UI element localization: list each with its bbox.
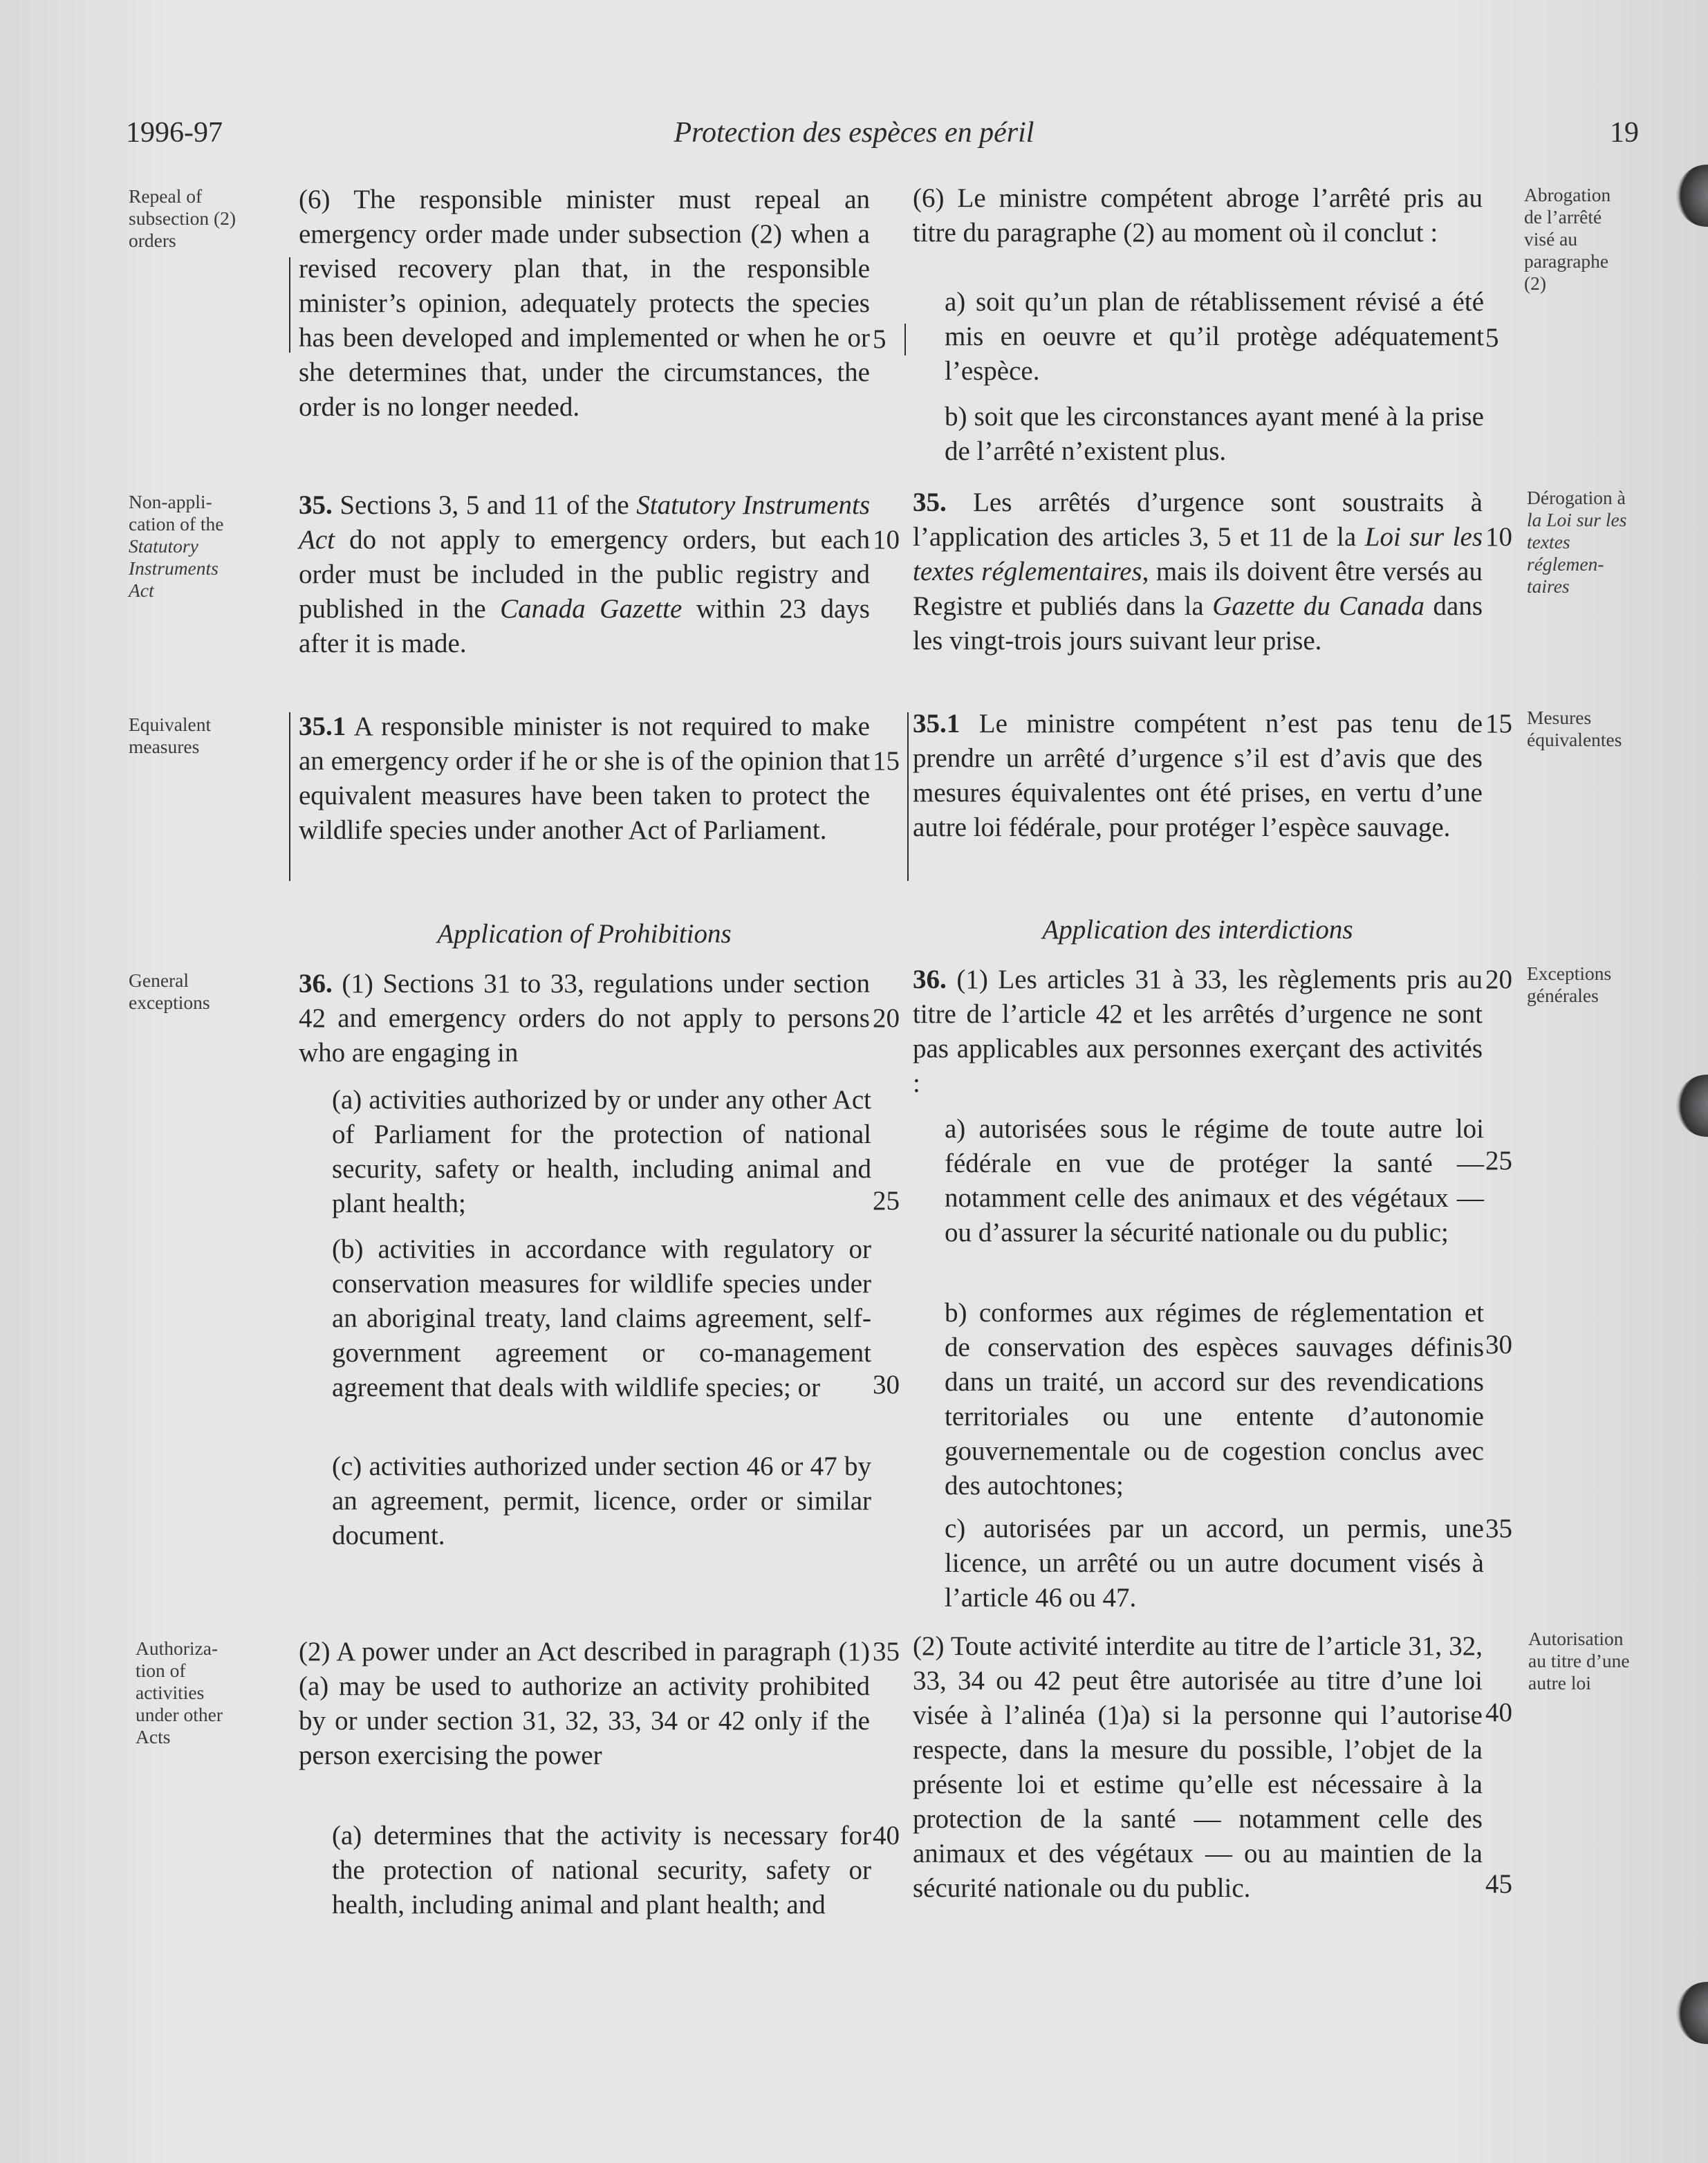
en-paragraph-36-1-c: (c) activities authorized under section 46 or 47 by an agreement, permit, licence, order or similar document.	[332, 1451, 871, 1550]
line-number-fr: 45	[1485, 1869, 1512, 1899]
en-section-35-1: 35.1 A responsible minister is not required to make an emergency order if he or she is of the opinion that equivalent measures have been taken to protect the wildlife species under another Act of Parliament.	[299, 712, 870, 845]
line-number-en: 30	[873, 1370, 900, 1400]
margin-note-exceptions-generales: Exceptions générales	[1527, 963, 1612, 1006]
line-number-fr: 25	[1485, 1146, 1512, 1176]
fr-section-36-2: (2) Toute activité interdite au titre de l’article 31, 32, 33, 34 ou 42 peut être autorisée au titre d’une loi visée à l’alinéa (1)a) si la personne qui l’autorise respecte, dans la mesure du possible, l’objet de la présente loi et estime qu’elle est nécessaire à la protection de la santé — notamment celle des animaux et des végétaux — ou au maintien de la sécurité nationale ou du public.	[913, 1631, 1483, 1903]
page-number: 19	[1610, 117, 1639, 149]
change-bar	[289, 257, 290, 353]
margin-note-repeal: Repeal of subsection (2) orders	[129, 185, 236, 251]
fr-paragraph-36-1-a: a) autorisées sous le régime de toute autre loi fédérale en vue de protéger la santé — notamment celle des animaux et des végétaux — ou d’assurer la sécurité nationale ou du public;	[945, 1114, 1484, 1247]
line-number-en: 20	[873, 1003, 900, 1033]
margin-note-derogation: Dérogation à la Loi sur les textes réglemen- taires	[1527, 487, 1627, 597]
line-number-en: 10	[873, 525, 900, 555]
line-number-en: 25	[873, 1186, 900, 1216]
line-number-en: 15	[873, 746, 900, 776]
fr-section-35: 35. Les arrêtés d’urgence sont soustraits à l’application des articles 3, 5 et 11 de la Loi sur les textes réglementaires, mais ils doivent être versés au Registre et publiés dans la Gazette du Canada dans les vingt-trois jours suivant leur prise.	[913, 488, 1483, 656]
line-number-fr: 15	[1485, 709, 1512, 739]
fr-section-34-6: (6) Le ministre compétent abroge l’arrêté pris au titre du paragraphe (2) au moment où il conclut :	[913, 183, 1483, 248]
margin-note-authorization: Authoriza- tion of activities under other Acts	[136, 1637, 223, 1747]
line-number-fr: 30	[1485, 1330, 1512, 1359]
header-title: Protection des espèces en péril	[674, 117, 1034, 149]
line-number-fr: 5	[1485, 323, 1499, 353]
fr-paragraph-34-6-b: b) soit que les circonstances ayant mené à la prise de l’arrêté n’existent plus.	[945, 402, 1484, 466]
margin-note-equivalent-measures: Equivalent measures	[129, 714, 212, 757]
en-paragraph-36-1-a: (a) activities authorized by or under any other Act of Parliament for the protection of national security, safety or health, including animal and plant health;	[332, 1085, 871, 1218]
line-number-fr: 35	[1485, 1514, 1512, 1543]
en-heading-prohibitions: Application of Prohibitions	[437, 919, 732, 949]
margin-note-abrogation: Abrogation de l’arrêté visé au paragraphe (2)	[1524, 184, 1611, 294]
change-bar	[904, 324, 906, 355]
en-section-36-1: 36. (1) Sections 31 to 33, regulations under section 42 and emergency orders do not apply to persons who are engaging in	[299, 969, 870, 1068]
line-number-fr: 40	[1485, 1698, 1512, 1727]
fr-heading-interdictions: Application des interdictions	[1042, 915, 1353, 945]
fr-paragraph-36-1-c: c) autorisées par un accord, un permis, une licence, un arrêté ou un autre document visés à l’article 46 ou 47.	[945, 1514, 1484, 1613]
margin-note-non-application: Non-appli- cation of the Statutory Instruments Act	[129, 491, 224, 601]
margin-note-mesures-equivalentes: Mesures équivalentes	[1527, 707, 1622, 750]
line-number-en: 40	[873, 1821, 900, 1850]
fr-section-36-1: 36. (1) Les articles 31 à 33, les règlements pris au titre de l’article 42 et les arrêtés d’urgence ne sont pas applicables aux personnes exerçant des activités :	[913, 965, 1483, 1098]
line-number-fr: 10	[1485, 522, 1512, 552]
line-number-en: 35	[873, 1637, 900, 1667]
change-bar	[907, 712, 909, 881]
en-paragraph-36-1-b: (b) activities in accordance with regulatory or conservation measures for wildlife species under an aboriginal treaty, land claims agreement, self-government agreement or co-management agreement that deals with wildlife species; or	[332, 1234, 871, 1402]
en-section-36-2: (2) A power under an Act described in paragraph (1)(a) may be used to authorize an activity prohibited by or under section 31, 32, 33, 34 or 42 only if the person exercising the power	[299, 1637, 870, 1770]
en-paragraph-36-2-a: (a) determines that the activity is necessary for the protection of national security, safety or health, including animal and plant health; and	[332, 1821, 871, 1920]
en-section-35: 35. Sections 3, 5 and 11 of the Statutory Instruments Act do not apply to emergency orders, but each order must be included in the public registry and published in the Canada Gazette within 23 days after it is made.	[299, 490, 870, 658]
line-number-en: 5	[873, 324, 887, 354]
margin-note-general-exceptions: General exceptions	[129, 969, 210, 1013]
margin-note-autorisation: Autorisation au titre d’une autre loi	[1528, 1628, 1630, 1693]
fr-section-35-1: 35.1 Le ministre compétent n’est pas tenu de prendre un arrêté d’urgence s’il est d’avis que des mesures équivalentes ont été prises, en vertu d’une autre loi fédérale, pour protéger l’espèce sauvage.	[913, 709, 1483, 842]
fr-paragraph-34-6-a: a) soit qu’un plan de rétablissement révisé a été mis en oeuvre et qu’il protège adéquatement l’espèce.	[945, 287, 1484, 386]
change-bar	[289, 712, 290, 881]
line-number-fr: 20	[1485, 965, 1512, 994]
fr-paragraph-36-1-b: b) conformes aux régimes de réglementation et de conservation des espèces sauvages définis dans un traité, un accord sur des revendications territoriales ou une entente d’autonomie gouvernementale ou de cogestion conclus avec des autochtones;	[945, 1298, 1484, 1501]
header-year: 1996-97	[126, 117, 223, 149]
en-section-34-6: (6) The responsible minister must repeal an emergency order made under subsection (2) when a revised recovery plan that, in the responsible minister’s opinion, adequately protects the species has been developed and implemented or when he or she determines that, under the circumstances, the order is no longer needed.	[299, 185, 870, 422]
